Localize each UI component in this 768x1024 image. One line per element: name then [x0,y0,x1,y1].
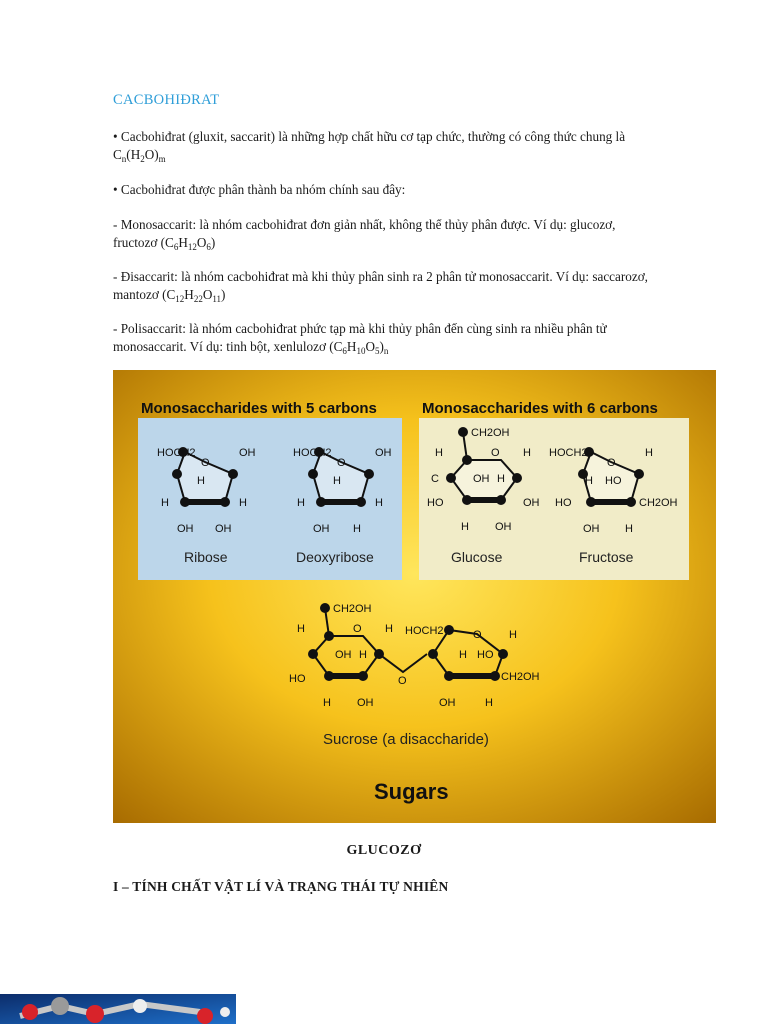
svg-text:H: H [161,497,169,509]
glucose-title: GLUCOZƠ [346,843,422,858]
svg-text:H: H [239,497,247,509]
svg-text:OH: OH [215,523,232,535]
svg-text:OH: OH [473,473,490,485]
svg-text:H: H [323,697,331,709]
svg-text:OH: OH [495,521,512,533]
paragraph-classification: • Cacbohiđrat được phân thành ba nhóm chính sau đây: [113,182,406,197]
page-heading: CACBOHIĐRAT [113,92,220,108]
svg-text:HOCH2: HOCH2 [549,447,588,459]
svg-text:O: O [398,675,407,687]
paragraph-disaccarit: - Đisaccarit: là nhóm cacbohiđrat mà khi thủy phân sinh ra 2 phân tử monosaccarit. Ví dụ: saccarozơ, mantozơ $(C_{12}H_{22}O_{11})$ [113,269,648,304]
svg-text:H: H [385,623,393,635]
svg-text:H: H [625,523,633,535]
svg-text:H: H [297,497,305,509]
svg-text:HOCH2: HOCH2 [293,447,332,459]
label-glucose: Glucose [451,549,503,565]
paragraph-monosaccarit: - Monosaccarit: là nhóm cacbohiđrat đơn giản nhất, không thể thủy phân được. Ví dụ: glucozơ, fructozơ $(C_6H_{12}O_6)$ [113,217,616,252]
sugars-figure [113,370,716,823]
svg-text:OH: OH [523,497,540,509]
svg-text:OH: OH [357,697,374,709]
svg-text:O: O [491,447,500,459]
svg-text:OH: OH [439,697,456,709]
svg-text:H: H [353,523,361,535]
svg-text:CH2OH: CH2OH [501,671,540,683]
svg-text:OH: OH [177,523,194,535]
svg-text:OH: OH [239,447,256,459]
label-deoxyribose: Deoxyribose [296,549,374,565]
svg-text:CH2OH: CH2OH [639,497,678,509]
svg-text:O: O [353,623,362,635]
panel-title-five-carbon: Monosaccharides with 5 carbons [141,400,377,417]
svg-text:H: H [645,447,653,459]
svg-text:HOCH2: HOCH2 [405,625,444,637]
svg-text:OH: OH [375,447,392,459]
section-heading: I – TÍNH CHẤT VẬT LÍ VÀ TRẠNG THÁI TỰ NHIÊN [113,879,449,894]
svg-text:C: C [431,473,439,485]
svg-text:H: H [523,447,531,459]
svg-text:HO: HO [289,673,306,685]
svg-text:OH: OH [335,649,352,661]
svg-text:H: H [509,629,517,641]
panel-title-six-carbon: Monosaccharides with 6 carbons [422,400,658,417]
paragraph-definition: • Cacbohiđrat (gluxit, saccarit) là những hợp chất hữu cơ tạp chức, thường có công thức chung là $C_n(H_2O)_m$ [113,129,626,164]
label-fructose: Fructose [579,549,634,565]
paragraph-polisaccarit: - Polisaccarit: là nhóm cacbohiđrat phức tạp mà khi thủy phân đến cùng sinh ra nhiều phân tử monosaccarit. Ví dụ: tinh bột, xenlulozơ $(C_6H_{10}O_5)_n$ [113,321,607,356]
molecule-image-thumbnail [0,994,236,1024]
svg-text:O: O [201,457,210,469]
label-sucrose: Sucrose (a disaccharide) [323,731,489,748]
figure-caption: Sugars [374,779,449,804]
svg-text:H: H [461,521,469,533]
svg-text:HO: HO [605,475,622,487]
svg-text:H: H [333,475,341,487]
svg-text:HOCH2: HOCH2 [157,447,196,459]
svg-text:OH: OH [583,523,600,535]
svg-text:HO: HO [477,649,494,661]
svg-text:H: H [459,649,467,661]
svg-text:H: H [497,473,505,485]
svg-text:O: O [337,457,346,469]
svg-text:H: H [435,447,443,459]
svg-text:H: H [585,475,593,487]
svg-text:H: H [375,497,383,509]
svg-text:H: H [485,697,493,709]
svg-text:O: O [607,457,616,469]
svg-text:H: H [197,475,205,487]
svg-text:HO: HO [555,497,572,509]
svg-text:CH2OH: CH2OH [333,603,372,615]
svg-text:O: O [473,629,482,641]
label-ribose: Ribose [184,549,228,565]
svg-text:H: H [297,623,305,635]
svg-text:H: H [359,649,367,661]
svg-text:CH2OH: CH2OH [471,427,510,439]
svg-text:HO: HO [427,497,444,509]
svg-text:OH: OH [313,523,330,535]
